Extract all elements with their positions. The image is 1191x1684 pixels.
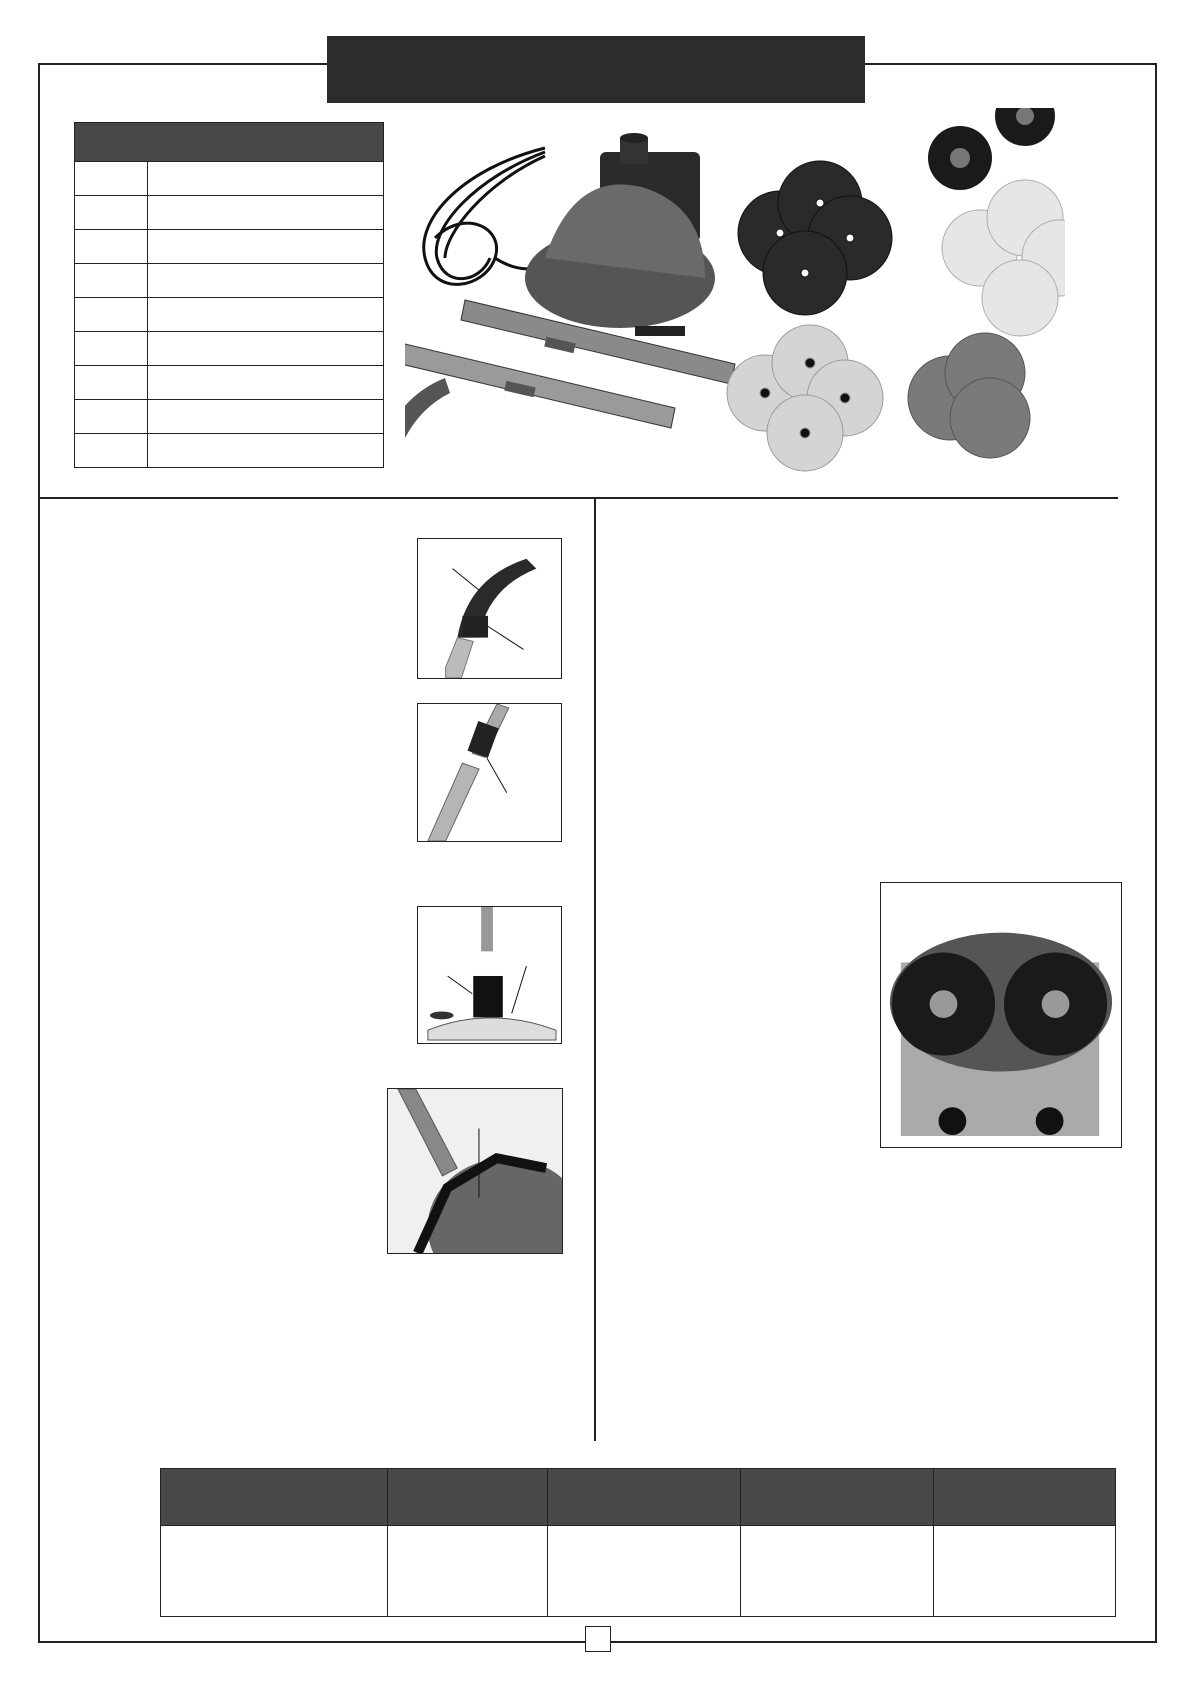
part-number bbox=[75, 400, 148, 434]
microfiber-pads-icon bbox=[942, 180, 1065, 336]
table-row bbox=[75, 162, 384, 196]
part-description bbox=[148, 230, 384, 264]
spec-value bbox=[741, 1526, 934, 1617]
part-description bbox=[148, 400, 384, 434]
part-number bbox=[75, 434, 148, 468]
part-number bbox=[75, 196, 148, 230]
table-row bbox=[75, 196, 384, 230]
table-row bbox=[161, 1526, 1116, 1617]
scrub-brushes-icon bbox=[928, 108, 1055, 190]
spec-header bbox=[934, 1469, 1116, 1526]
part-number bbox=[75, 230, 148, 264]
part-description bbox=[148, 298, 384, 332]
underside-brushes-photo bbox=[880, 882, 1122, 1148]
part-description bbox=[148, 264, 384, 298]
part-description bbox=[148, 434, 384, 468]
handle-grip-icon bbox=[405, 378, 450, 466]
spec-header bbox=[388, 1469, 548, 1526]
tube-connect-photo bbox=[417, 703, 562, 842]
page-title bbox=[327, 36, 865, 103]
spec-value bbox=[161, 1526, 388, 1617]
black-pads-icon bbox=[738, 161, 892, 315]
part-description bbox=[148, 332, 384, 366]
column-divider bbox=[594, 497, 596, 1441]
spec-value bbox=[934, 1526, 1116, 1617]
table-row bbox=[75, 230, 384, 264]
table-row bbox=[75, 434, 384, 468]
part-number bbox=[75, 162, 148, 196]
floor-machine-icon bbox=[525, 133, 715, 336]
handle-attach-photo bbox=[417, 538, 562, 679]
table-row bbox=[75, 366, 384, 400]
spec-value bbox=[388, 1526, 548, 1617]
part-number bbox=[75, 332, 148, 366]
bonnets-icon bbox=[908, 333, 1030, 458]
table-row bbox=[75, 332, 384, 366]
part-number bbox=[75, 366, 148, 400]
spec-header bbox=[161, 1469, 388, 1526]
bracket-photo bbox=[387, 1088, 563, 1254]
spec-value bbox=[548, 1526, 741, 1617]
page-number bbox=[585, 1626, 611, 1652]
part-number bbox=[75, 298, 148, 332]
parts-list-header bbox=[75, 123, 384, 162]
section-divider bbox=[38, 497, 1118, 499]
spec-header bbox=[548, 1469, 741, 1526]
part-number bbox=[75, 264, 148, 298]
white-pads-icon bbox=[727, 325, 883, 471]
table-row bbox=[75, 400, 384, 434]
parts-list-table bbox=[74, 122, 384, 468]
product-components-illustration bbox=[405, 108, 1065, 488]
table-row bbox=[75, 298, 384, 332]
part-description bbox=[148, 196, 384, 230]
tube-mount-photo bbox=[417, 906, 562, 1044]
spec-header bbox=[741, 1469, 934, 1526]
part-description bbox=[148, 366, 384, 400]
table-row bbox=[75, 264, 384, 298]
specifications-table bbox=[160, 1468, 1116, 1617]
part-description bbox=[148, 162, 384, 196]
